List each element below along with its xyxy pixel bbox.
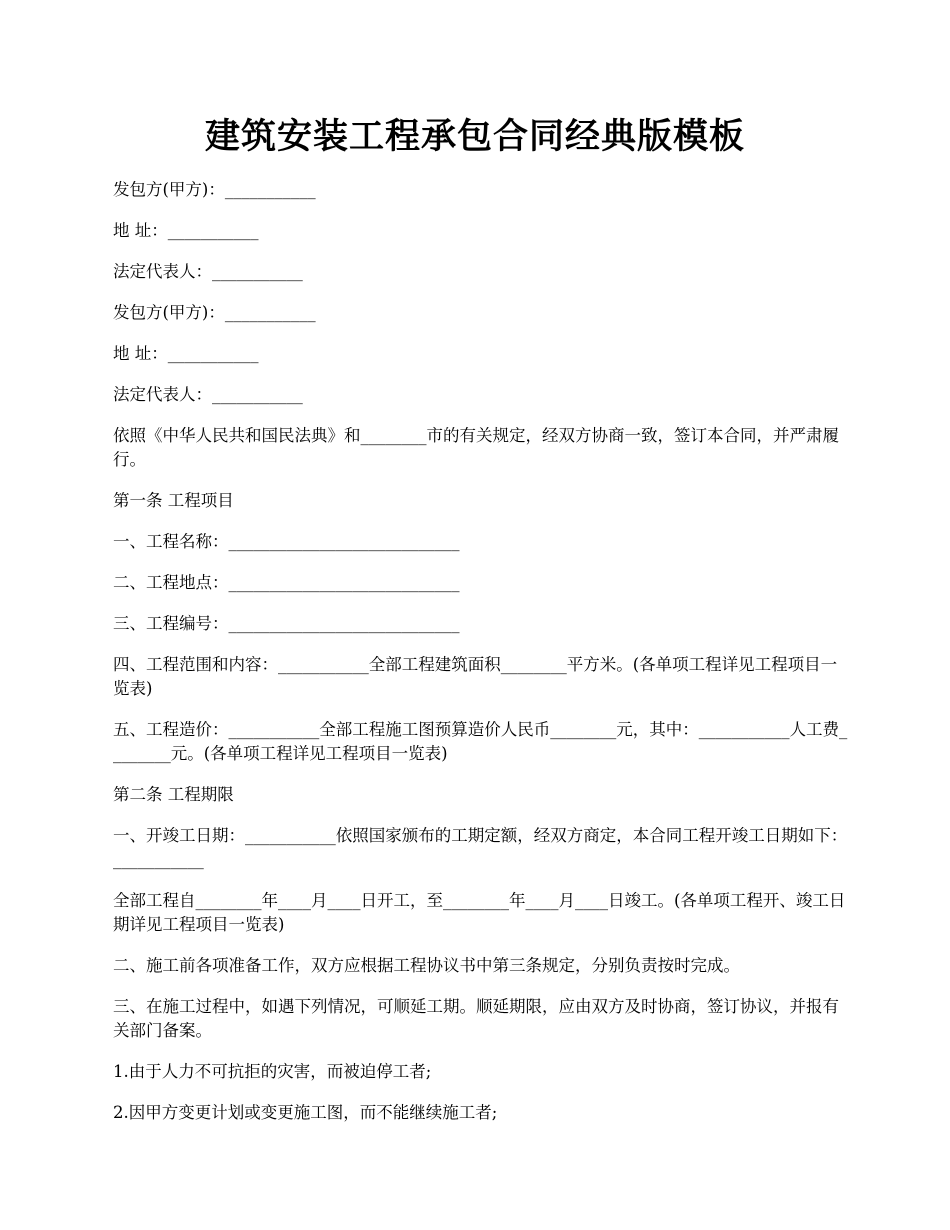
project-scope-paragraph: 四、工程范围和内容：___________全部工程建筑面积________平方米。(各单项工程详见工程项目一览表) <box>113 655 838 698</box>
project-number-line: 三、工程编号：____________________________ <box>113 614 460 633</box>
party-b-address-line: 地 址：___________ <box>113 344 259 363</box>
extension-item-2: 2.因甲方变更计划或变更施工图，而不能继续施工者; <box>113 1103 498 1122</box>
preamble-paragraph: 依照《中华人民共和国民法典》和________市的有关规定，经双方协商一致，签订本合同，并严肃履行。 <box>113 426 839 469</box>
party-b-representative-line: 法定代表人：___________ <box>113 385 303 404</box>
document-title: 建筑安装工程承包合同经典版模板 <box>204 116 745 157</box>
preparation-paragraph: 二、施工前各项准备工作，双方应根据工程协议书中第三条规定，分别负责按时完成。 <box>113 956 740 975</box>
project-location-line: 二、工程地点：____________________________ <box>113 573 460 592</box>
document-body <box>113 178 853 1142</box>
party-b-name-line: 发包方(甲方)：___________ <box>113 303 316 322</box>
party-a-name-line: 发包方(甲方)：___________ <box>113 180 316 199</box>
extension-paragraph: 三、在施工过程中，如遇下列情况，可顺延工期。顺延期限，应由双方及时协商，签订协议，并报有关部门备案。 <box>113 997 839 1040</box>
article-1-heading: 第一条 工程项目 <box>113 491 234 510</box>
overall-schedule-paragraph: 全部工程自________年____月____日开工，至________年____月____日竣工。(各单项工程开、竣工日期详见工程项目一览表) <box>113 891 846 934</box>
project-cost-paragraph: 五、工程造价：___________全部工程施工图预算造价人民币________元，其中：___________人工费________元。(各单项工程详见工程项目一览表) <box>113 720 848 763</box>
party-a-address-line: 地 址：___________ <box>113 221 259 240</box>
party-a-representative-line: 法定代表人：___________ <box>113 262 303 281</box>
project-name-line: 一、工程名称：____________________________ <box>113 532 460 551</box>
extension-item-1: 1.由于人力不可抗拒的灾害，而被迫停工者; <box>113 1062 432 1081</box>
start-completion-date-paragraph: 一、开竣工日期：___________依照国家颁布的工期定额，经双方商定，本合同工程开竣工日期如下：___________ <box>113 826 848 869</box>
article-2-heading: 第二条 工程期限 <box>113 785 234 804</box>
